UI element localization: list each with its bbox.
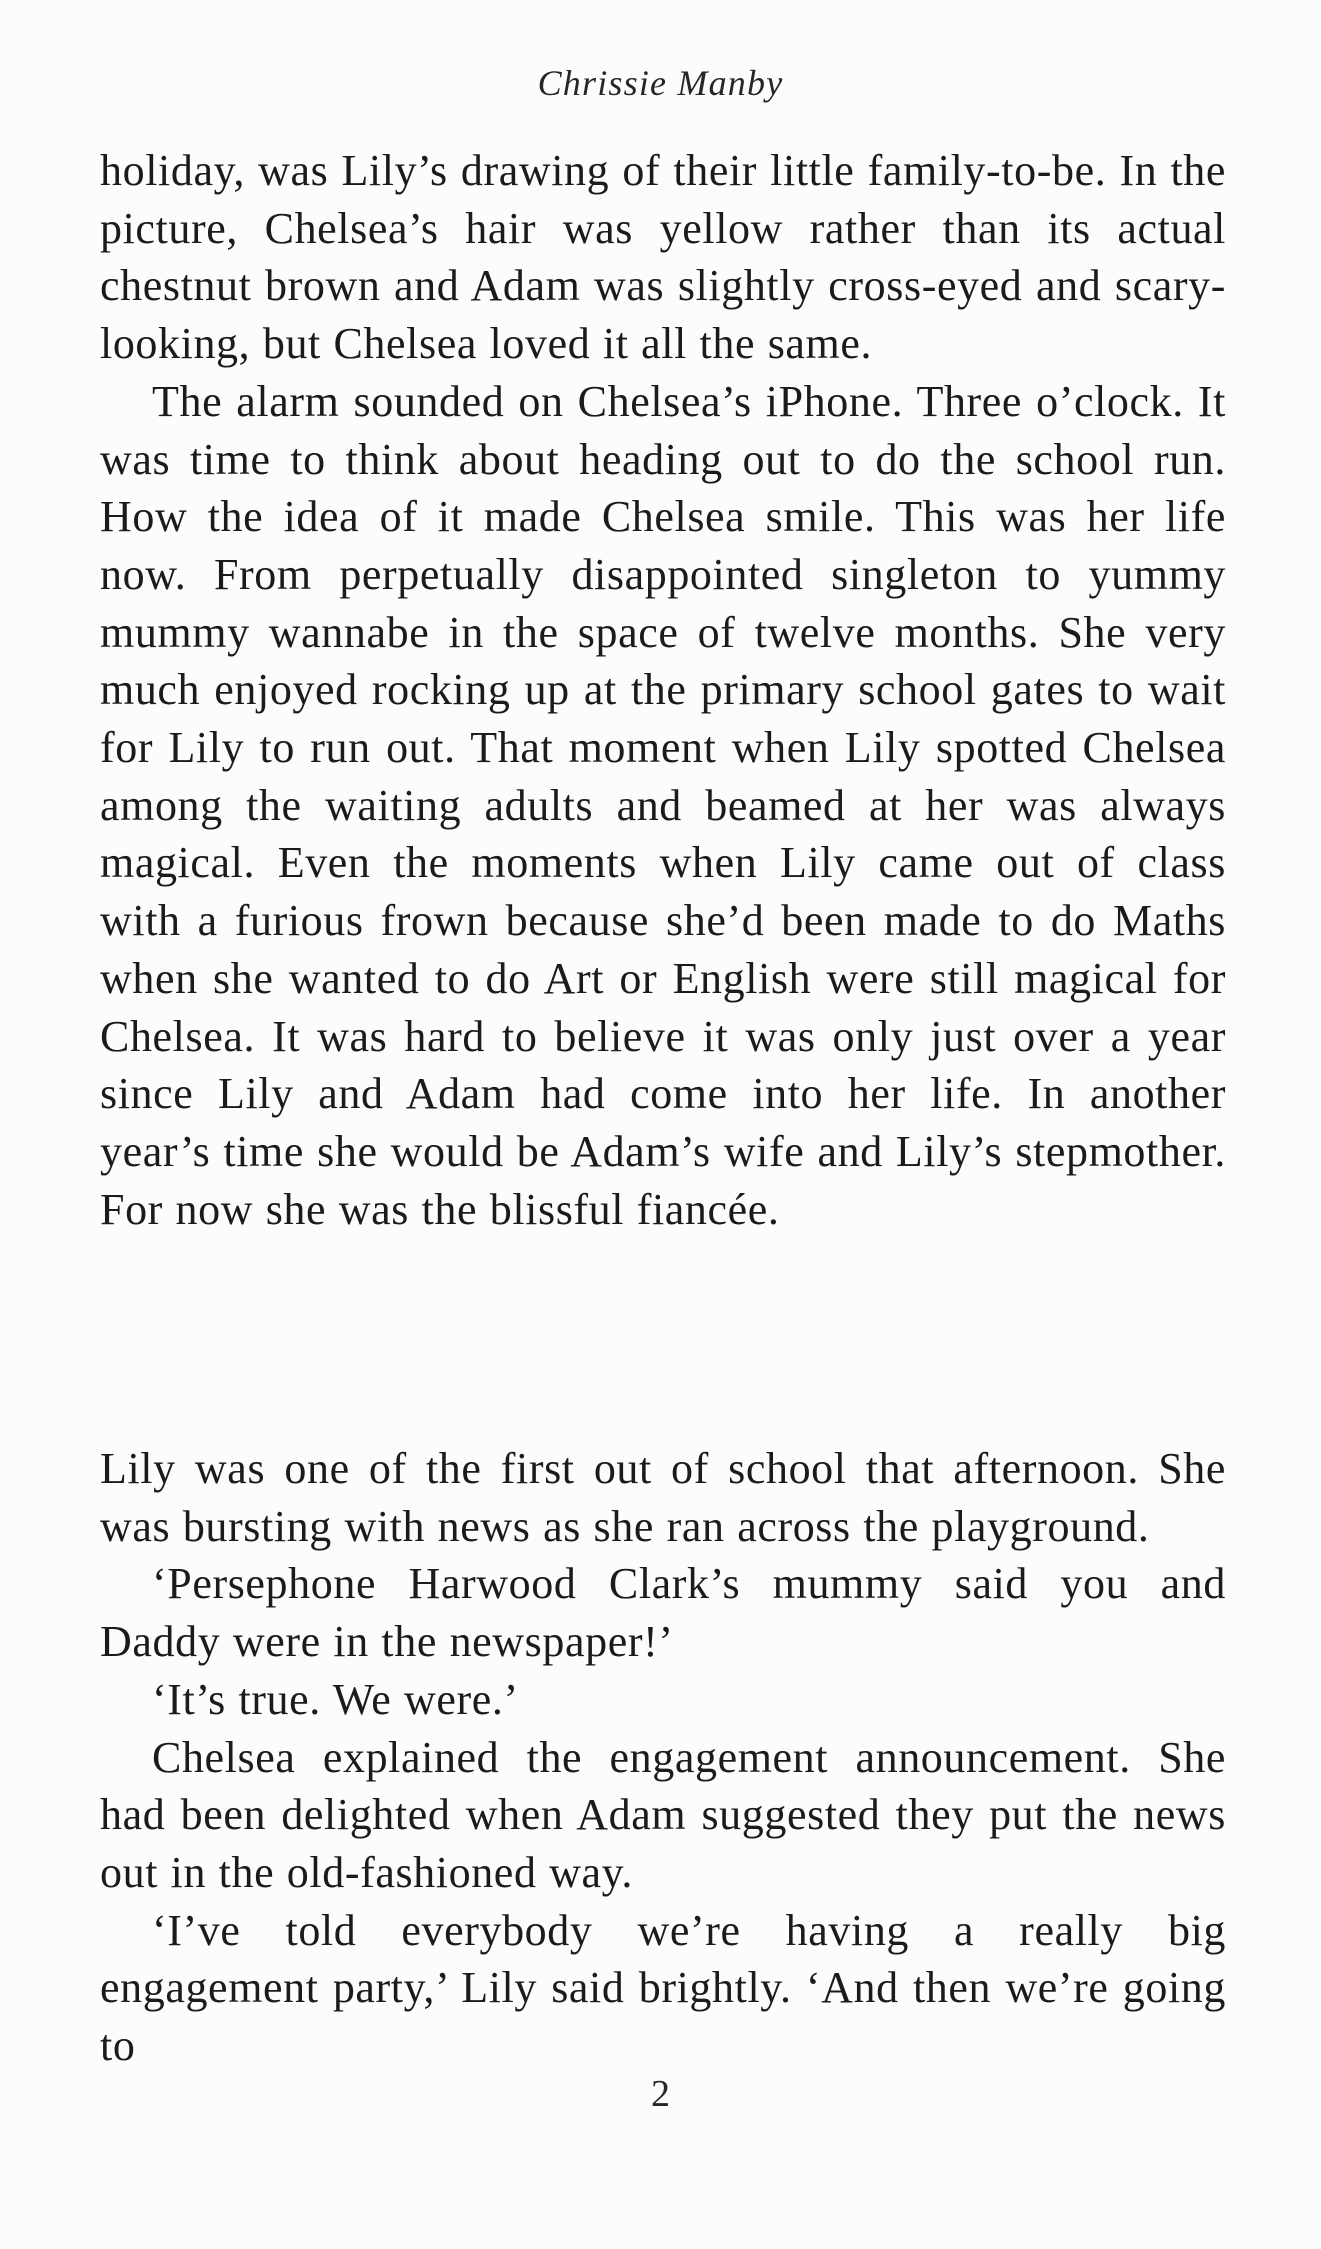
paragraph-dialogue-true: ‘It’s true. We were.’ bbox=[152, 1674, 519, 1724]
paragraph-dialogue-persephone: ‘Persephone Harwood Clark’s mummy said you and Daddy were in the newspaper!’ bbox=[100, 1559, 1226, 1667]
paragraph-continuation: holiday, was Lily’s drawing of their little family-to-be. In the picture, Chelsea’s hair was yellow rather than its actual chestnut brown and Adam was slightly cross-eyed and scary-looking, but Chelsea loved it all the same. bbox=[100, 146, 1226, 369]
section-two bbox=[100, 1440, 1226, 2075]
paragraph-alarm: The alarm sounded on Chelsea’s iPhone. Three o’clock. It was time to think about heading out to do the school run. How the idea of it made Chelsea smile. This was her life now. From perpetually disappointed singleton to yummy mummy wannabe in the space of twelve months. She very much enjoyed rocking up at the primary school gates to wait for Lily to run out. That moment when Lily spotted Chelsea among the waiting adults and beamed at her was always magical. Even the moments when Lily came out of class with a furious frown because she’d been made to do Maths when she wanted to do Art or English were still magical for Chelsea. It was hard to believe it was only just over a year since Lily and Adam had come into her life. In another year’s time she would be Adam’s wife and Lily’s stepmother. For now she was the blissful fiancée. bbox=[100, 376, 1226, 1234]
paragraph-engagement-announcement: Chelsea explained the engagement announcement. She had been delighted when Adam suggested they put the news out in the old-fashioned way. bbox=[100, 1732, 1226, 1897]
section-one bbox=[100, 142, 1226, 1238]
running-header-author: Chrissie Manby bbox=[537, 63, 784, 103]
paragraph-section-opening: Lily was one of the first out of school that afternoon. She was bursting with news as she ran across the playground. bbox=[100, 1444, 1226, 1551]
paragraph-dialogue-party: ‘I’ve told everybody we’re having a really big engagement party,’ Lily said brightly. ‘And then we’re going to bbox=[100, 1905, 1226, 2071]
page-number: 2 bbox=[651, 2073, 670, 2115]
